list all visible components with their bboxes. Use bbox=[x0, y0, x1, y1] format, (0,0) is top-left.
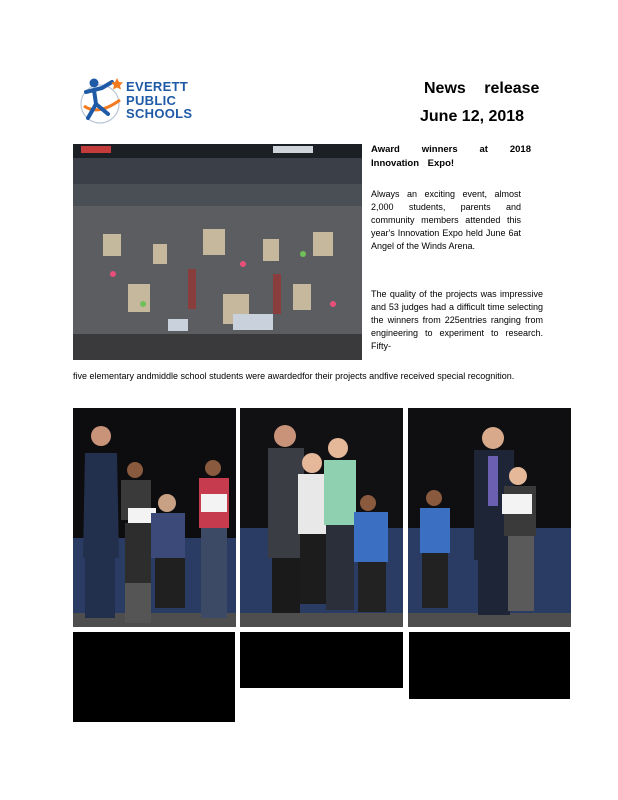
district-logo bbox=[76, 74, 216, 126]
release-title: News release bbox=[424, 80, 540, 97]
release-date: June 12, 2018 bbox=[420, 108, 525, 125]
article-paragraph-2: The quality of the projects was impressive and 53 judges had a difficult time selecting the winners from 225entries ranging from engineering to experiment to research. Fifty- bbox=[371, 289, 543, 351]
logo-line-everett: EVERETT bbox=[126, 79, 189, 94]
redacted-caption-1 bbox=[73, 632, 235, 722]
award-photo-1 bbox=[73, 408, 236, 627]
redacted-caption-3 bbox=[409, 632, 570, 699]
award-photo-3 bbox=[408, 408, 571, 627]
award-photo-2 bbox=[240, 408, 403, 627]
redacted-caption-2 bbox=[240, 632, 403, 688]
article-headline: Award winners at 2018 Innovation Expo! bbox=[371, 144, 531, 169]
logo-line-public: PUBLIC bbox=[126, 92, 177, 108]
article-paragraph-1: Always an exciting event, almost 2,000 students, parents and community members attended this year's Innovation Expo held June 6at Angel of the Winds Arena. bbox=[371, 189, 521, 251]
article-paragraph-2-continued: five elementary andmiddle school students were awardedfor their projects andfive received special recognition. bbox=[73, 371, 515, 381]
expo-arena-photo bbox=[73, 144, 362, 360]
logo-line-schools: SCHOOLS bbox=[126, 106, 193, 121]
logo-figure-icon bbox=[76, 74, 128, 126]
